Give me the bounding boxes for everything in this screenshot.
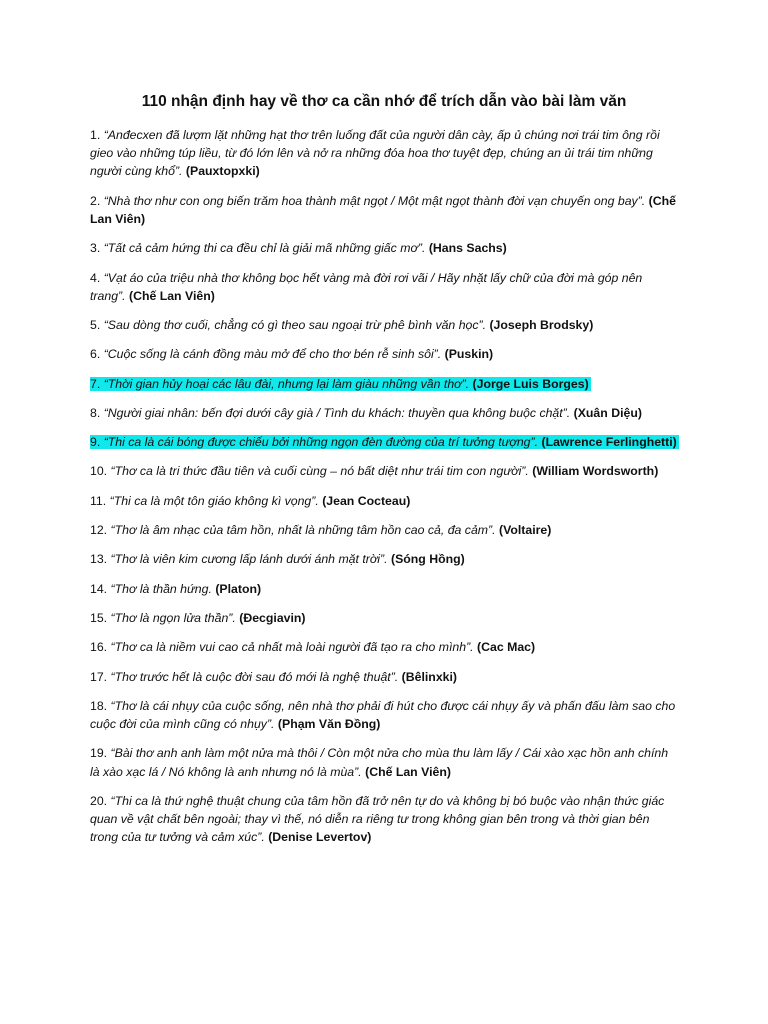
- item-number: 1.: [90, 128, 101, 142]
- list-item: [90, 792, 680, 847]
- item-number: 11.: [90, 493, 107, 508]
- item-author: (Pauxtopxki): [185, 164, 260, 179]
- item-text: [90, 347, 493, 361]
- list-item: [90, 580, 680, 598]
- item-quote: “Bài thơ anh anh làm một nửa mà thôi / Còn một nửa cho mùa thu làm lấy / Cái xào xạc hồn anh chính là xào xạc lá / Nó không là anh nhưng nó là mùa”.: [90, 746, 669, 779]
- item-author: (Hans Sachs): [428, 241, 507, 256]
- item-text: [90, 464, 658, 478]
- list-item: [90, 638, 680, 656]
- item-text: [90, 552, 465, 566]
- item-number: 8.: [90, 405, 101, 420]
- item-quote: “Thơ là cái nhụy của cuộc sống, nên nhà thơ phải đi hút cho được cái nhụy ấy và phấn đấu làm sao cho cuộc đời của mình cũng có nhụy”.: [90, 698, 676, 732]
- item-author: (Puskin): [444, 347, 494, 362]
- item-quote: “Anđecxen đã lượm lặt những hạt thơ trên luống đất của người dân cày, ấp ủ chúng nơi trái tim ông rồi gieo vào những túp liều, từ đó lớn lên và nở ra những đóa hoa thơ tuyệt đẹp, chúng an ủi trái tim những người cùng khổ”.: [90, 128, 660, 179]
- item-number: 15.: [90, 610, 108, 625]
- item-quote: “Người giai nhân: bến đợi dưới cây già / Tình du khách: thuyền qua không buộc chặt”.: [103, 405, 571, 420]
- item-author: (Joseph Brodsky): [489, 318, 594, 332]
- highlighted-text: [90, 377, 591, 391]
- item-author: (Jorge Luis Borges): [472, 376, 589, 391]
- item-author: (Bêlinxki): [401, 669, 458, 684]
- item-quote: “Thơ ca là niềm vui cao cả nhất mà loài người đã tạo ra cho mình”.: [110, 640, 474, 655]
- page-title: 110 nhận định hay về thơ ca cần nhớ để trích dẫn vào bài làm văn: [141, 93, 627, 110]
- item-text: [90, 794, 664, 844]
- item-quote: “Thơ là ngọn lửa thần”.: [110, 610, 236, 625]
- highlighted-text: [90, 435, 679, 449]
- item-number: 16.: [90, 640, 108, 655]
- item-quote: “Thơ là âm nhạc của tâm hồn, nhất là những tâm hồn cao cả, đa cảm”.: [110, 523, 496, 538]
- list-item: [90, 192, 680, 228]
- item-author: (Lawrence Ferlinghetti): [541, 435, 677, 450]
- list-item: [90, 316, 680, 334]
- list-item: [90, 375, 680, 393]
- item-number: 3.: [90, 241, 101, 256]
- list-item: [90, 609, 680, 627]
- list-item: [90, 550, 680, 568]
- item-text: [90, 318, 593, 332]
- item-quote: “Thi ca là một tôn giáo không kì vọng”.: [109, 493, 319, 508]
- item-number: 6.: [90, 347, 101, 362]
- item-number: 12.: [90, 523, 108, 538]
- item-author: (Xuân Diệu): [573, 405, 642, 420]
- item-author: (Cac Mac): [477, 640, 536, 655]
- list-item: [90, 521, 680, 539]
- item-author: (Chế Lan Viên): [128, 288, 215, 303]
- item-text: [90, 241, 507, 255]
- item-quote: “Thơ ca là tri thức đầu tiên và cuối cùng – nó bất diệt như trái tim con người”.: [110, 464, 529, 479]
- item-number: 10.: [90, 464, 108, 479]
- list-item: [90, 492, 680, 510]
- list-item: [90, 239, 680, 257]
- item-quote: “Thi ca là cái bóng được chiếu bởi những ngọn đèn đường của trí tưởng tượng”.: [103, 435, 539, 450]
- item-number: 7.: [90, 376, 101, 391]
- list-item: [90, 744, 680, 780]
- item-author: (Jean Cocteau): [322, 493, 411, 508]
- item-quote: “Nhà thơ như con ong biến trăm hoa thành mật ngọt / Một mật ngọt thành đời vạn chuyến ong bay”.: [103, 193, 646, 208]
- item-text: [90, 523, 551, 537]
- item-number: 13.: [90, 552, 108, 567]
- item-number: 9.: [90, 435, 101, 450]
- item-text: [90, 406, 642, 420]
- item-text: [90, 746, 668, 778]
- list-item: [90, 126, 680, 181]
- item-author: (Platon): [215, 581, 262, 596]
- item-text: [90, 582, 261, 596]
- item-text: [90, 494, 410, 508]
- item-quote: “Thời gian hủy hoại các lâu đài, nhưng lại làm giàu những vần thơ”.: [103, 376, 470, 391]
- item-number: 2.: [90, 193, 101, 208]
- item-number: 19.: [90, 746, 108, 761]
- item-text: [90, 640, 535, 654]
- item-author: (Voltaire): [498, 523, 552, 538]
- item-author: (Chế Lan Viên): [90, 193, 676, 226]
- item-number: 17.: [90, 669, 108, 684]
- item-quote: “Thơ là viên kim cương lấp lánh dưới ánh mặt trời”.: [110, 552, 388, 567]
- item-text: [90, 699, 675, 731]
- item-author: (Chế Lan Viên): [365, 764, 451, 779]
- item-text: [90, 128, 660, 178]
- list-item: [90, 462, 680, 480]
- item-author: (William Wordsworth): [532, 464, 659, 479]
- item-number: 14.: [90, 581, 108, 596]
- item-quote: “Vạt áo của triệu nhà thơ không bọc hết vàng mà đời rơi vãi / Hãy nhặt lấy chữ của đời mà góp nên trang”.: [90, 270, 643, 303]
- list-item: [90, 433, 680, 451]
- item-author: (Denise Levertov): [268, 830, 372, 845]
- item-quote: “Tất cả cảm hứng thi ca đều chỉ là giải mã những giấc mơ”.: [103, 241, 426, 256]
- list-item: [90, 697, 680, 733]
- item-text: [90, 670, 457, 684]
- item-author: (Phạm Văn Đồng): [277, 717, 381, 732]
- item-quote: “Cuộc sống là cánh đồng màu mở để cho thơ bén rễ sinh sôi”.: [103, 347, 442, 362]
- item-author: (Sóng Hồng): [390, 552, 465, 567]
- item-text: [90, 194, 676, 226]
- item-quote: “Thơ là thần hứng.: [110, 581, 212, 596]
- list-item: [90, 404, 680, 422]
- item-text: [90, 271, 642, 303]
- item-quote: “Thi ca là thứ nghệ thuật chung của tâm hồn đã trở nên tự do và không bị bó buộc vào nhận thức giác quan về vật chất bên ngoài; thay vì thế, nó diễn ra riêng tư trong không gian bên trong và thời gian bên trong của tư tưởng và cảm xúc”.: [90, 793, 665, 845]
- item-text: [90, 611, 306, 625]
- item-number: 18.: [90, 698, 108, 713]
- item-number: 5.: [90, 318, 101, 332]
- list-item: [90, 668, 680, 686]
- item-number: 4.: [90, 270, 101, 285]
- item-author: (Đecgiavin): [239, 610, 306, 625]
- item-quote: “Thơ trước hết là cuộc đời sau đó mới là nghệ thuật”.: [110, 669, 399, 684]
- list-item: [90, 269, 680, 305]
- item-quote: “Sau dòng thơ cuối, chẳng có gì theo sau ngoại trừ phê bình văn học”.: [103, 318, 487, 332]
- item-number: 20.: [90, 793, 108, 808]
- quote-list: [90, 126, 680, 858]
- list-item: [90, 345, 680, 363]
